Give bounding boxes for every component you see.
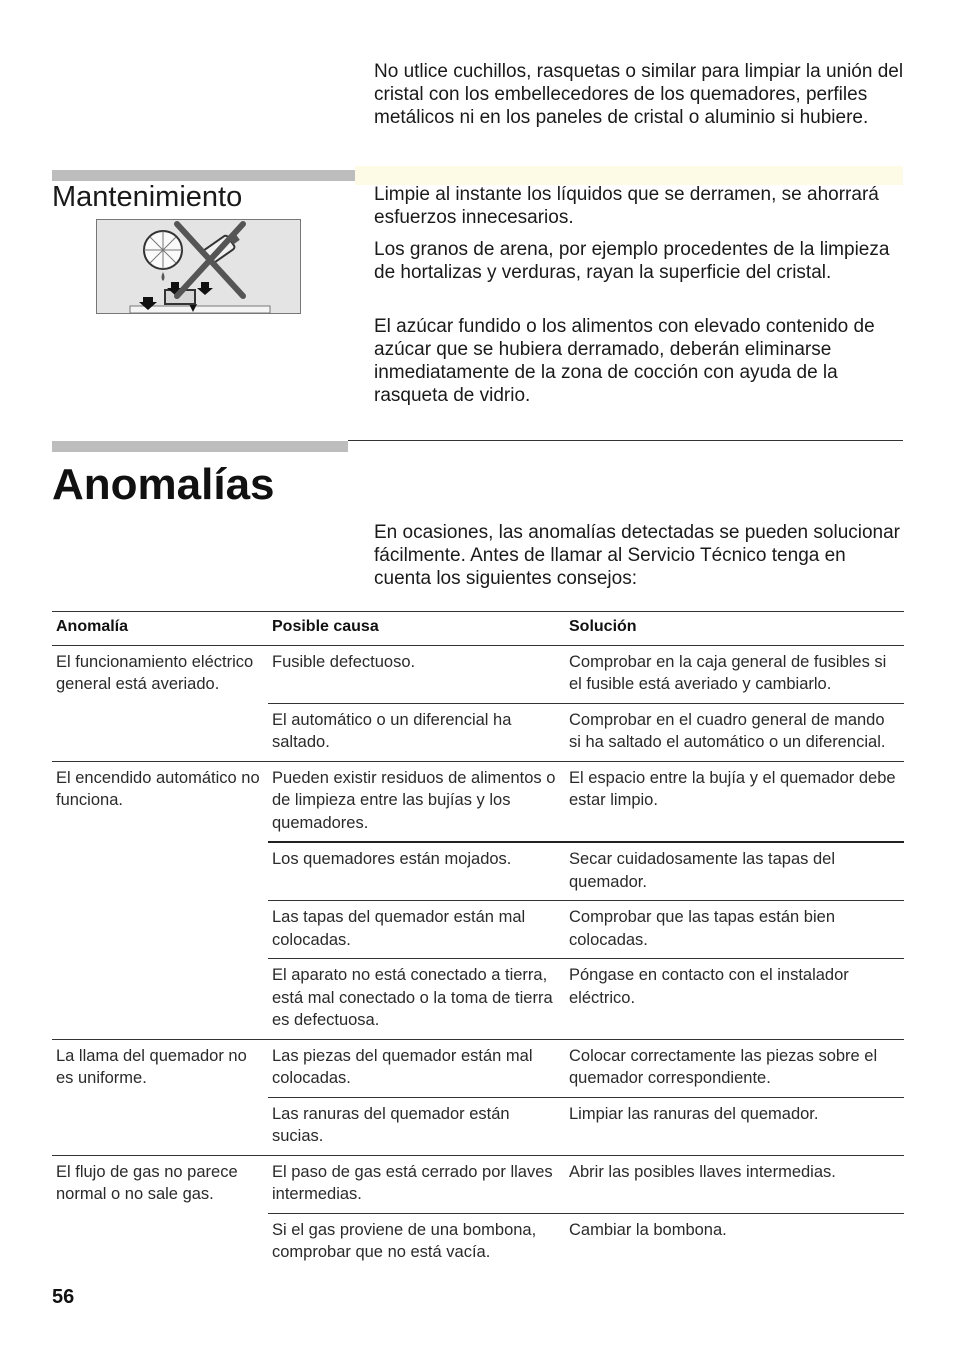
cause-cell: Las tapas del quemador están mal colocadas.	[268, 901, 565, 959]
solution-cell: Comprobar en el cuadro general de mando si ha saltado el automático o un diferencial.	[565, 703, 904, 761]
anomaly-cell: El funcionamiento eléctrico general está averiado.	[52, 645, 268, 761]
section-bar	[52, 441, 348, 452]
faults-table	[52, 611, 904, 1271]
anomaly-cell: La llama del quemador no es uniforme.	[52, 1039, 268, 1155]
anomaly-cell: El flujo de gas no parece normal o no sale gas.	[52, 1155, 268, 1271]
cause-cell: Si el gas proviene de una bombona, comprobar que no está vacía.	[268, 1213, 565, 1271]
cause-cell: El aparato no está conectado a tierra, está mal conectado o la toma de tierra es defectuosa.	[268, 959, 565, 1040]
cause-cell: Las piezas del quemador están mal colocadas.	[268, 1039, 565, 1097]
faults-heading: Anomalías	[52, 460, 275, 509]
solution-cell: Secar cuidadosamente las tapas del quemador.	[565, 842, 904, 901]
solution-cell: Comprobar en la caja general de fusibles si el fusible está averiado y cambiarlo.	[565, 645, 904, 703]
solution-cell: El espacio entre la bujía y el quemador debe estar limpio.	[565, 761, 904, 842]
cause-cell: Los quemadores están mojados.	[268, 842, 565, 901]
solution-cell: Colocar correctamente las piezas sobre el quemador correspondiente.	[565, 1039, 904, 1097]
faults-intro: En ocasiones, las anomalías detectadas se pueden solucionar fácilmente. Antes de llamar al Servicio Técnico tenga en cuenta los siguientes consejos:	[374, 522, 901, 589]
table-header-row	[52, 612, 904, 646]
section-rule	[348, 440, 903, 441]
solution-cell: Póngase en contacto con el instalador eléctrico.	[565, 959, 904, 1040]
cleaning-illustration	[96, 219, 301, 314]
table-row	[52, 761, 904, 842]
maintenance-heading: Mantenimiento	[52, 181, 243, 213]
solution-cell: Comprobar que las tapas están bien colocadas.	[565, 901, 904, 959]
table-row	[52, 1155, 904, 1213]
cause-cell: Las ranuras del quemador están sucias.	[268, 1097, 565, 1155]
table-row	[52, 645, 904, 703]
maintenance-paragraph-1: Limpie al instante los líquidos que se derramen, se ahorrará esfuerzos innecesarios.	[374, 184, 879, 228]
column-header-cause: Posible causa	[268, 612, 565, 646]
no-lemon-vinegar-icon	[97, 220, 300, 313]
cause-cell: El automático o un diferencial ha saltado.	[268, 703, 565, 761]
column-header-solution: Solución	[565, 612, 904, 646]
column-header-anomaly: Anomalía	[52, 612, 268, 646]
page-number: 56	[52, 1286, 75, 1308]
anomaly-cell: El encendido automático no funciona.	[52, 761, 268, 1039]
cause-cell: El paso de gas está cerrado por llaves intermedias.	[268, 1155, 565, 1213]
table-row	[52, 1039, 904, 1097]
cause-cell: Fusible defectuoso.	[268, 645, 565, 703]
intro-paragraph: No utlice cuchillos, rasquetas o similar para limpiar la unión del cristal con los embellecedores de los quemadores, perfiles metálicos ni en los paneles de cristal o aluminio si hubiere.	[374, 61, 904, 128]
cause-cell: Pueden existir residuos de alimentos o de limpieza entre las bujías y los quemadores.	[268, 761, 565, 842]
solution-cell: Limpiar las ranuras del quemador.	[565, 1097, 904, 1155]
solution-cell: Abrir las posibles llaves intermedias.	[565, 1155, 904, 1213]
solution-cell: Cambiar la bombona.	[565, 1213, 904, 1271]
maintenance-paragraph-3: El azúcar fundido o los alimentos con elevado contenido de azúcar que se hubiera derramado, deberán eliminarse inmediatamente de la zona de cocción con ayuda de la rasqueta de vidrio.	[374, 316, 875, 406]
maintenance-paragraph-2: Los granos de arena, por ejemplo procedentes de la limpieza de hortalizas y verduras, rayan la superficie del cristal.	[374, 239, 890, 283]
